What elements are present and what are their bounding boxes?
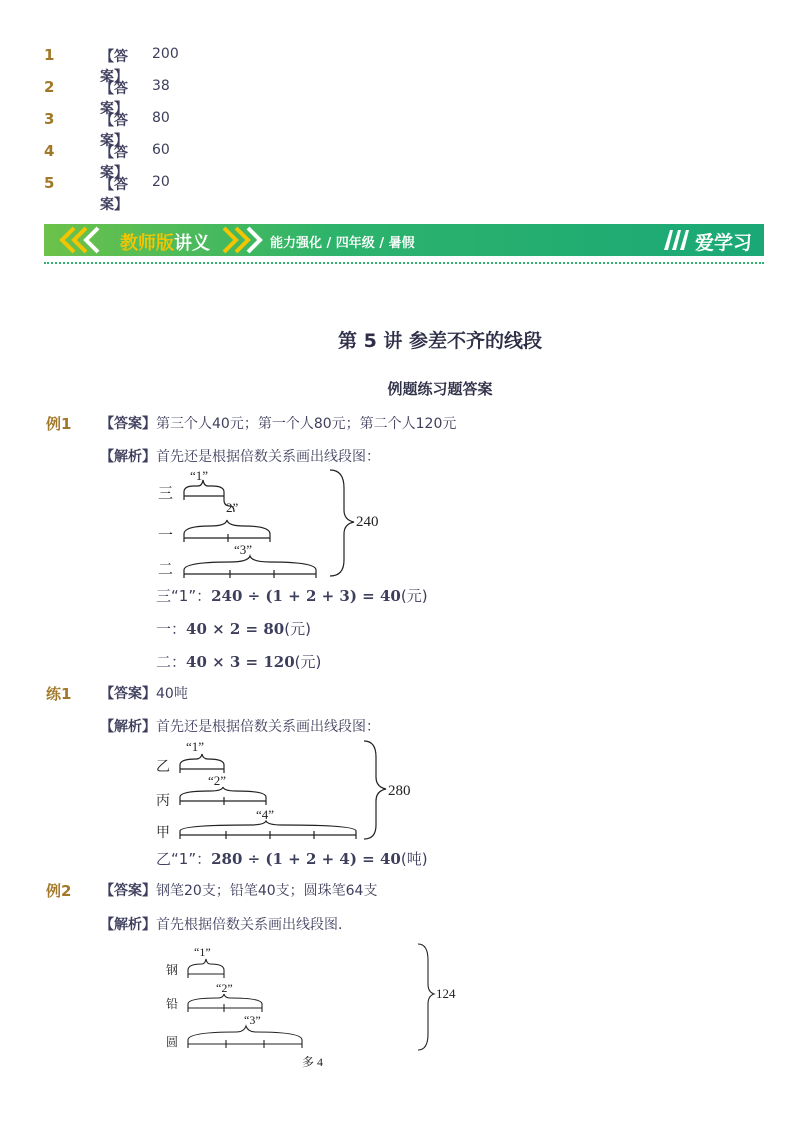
ex2-part-label: “3” — [244, 1013, 261, 1027]
pr1-brace-1 — [180, 754, 224, 765]
calc-unit: (元) — [400, 587, 428, 605]
banner-logo-text: 爱学习 — [694, 232, 752, 254]
pr1-total: 280 — [388, 783, 411, 799]
ex2-label: 例2 — [46, 882, 72, 900]
section-subtitle: 例题练习题答案 — [387, 380, 493, 398]
calc-label: 二： — [156, 653, 187, 671]
ex1-analysis-tag: 【解析】 — [100, 449, 156, 465]
ex2-analysis-line — [100, 914, 352, 934]
answer-number: 5 — [44, 174, 55, 192]
ex1-total-brace — [330, 470, 354, 576]
ex1-calc-1 — [156, 585, 428, 606]
ex1-part-label: 2” — [226, 500, 239, 515]
answer-value: 38 — [152, 78, 170, 94]
banner-brand — [120, 229, 210, 255]
pr1-part-label: “1” — [186, 739, 205, 754]
ex1-segment-diagram — [150, 464, 410, 588]
calc-expr: 280 ÷ (1 + 2 + 4) = 40 — [211, 850, 401, 868]
lesson-title: 第 5 讲 参差不齐的线段 — [337, 330, 543, 352]
ex1-answer-tag: 【答案】 — [100, 416, 156, 432]
ex2-segment-diagram — [160, 940, 480, 1070]
ex2-brace-1 — [188, 959, 224, 970]
pr1-segment-diagram — [150, 735, 420, 845]
pr1-row-label: 乙 — [156, 760, 170, 775]
ex1-label: 例1 — [46, 415, 72, 433]
answer-value: 20 — [152, 174, 170, 190]
ex1-analysis: 首先还是根据倍数关系画出线段图： — [156, 449, 380, 465]
calc-expr: 40 × 3 = 120 — [186, 653, 295, 671]
ex1-answer: 第三个人40元；第一个人80元；第二个人120元 — [156, 416, 457, 432]
answer-tag: 【答案】 — [100, 145, 128, 181]
banner-breadcrumb: 能力强化 / 四年级 / 暑假 — [270, 236, 415, 251]
calc-label: 三“1”： — [156, 587, 212, 605]
brand-lecture: 讲义 — [174, 233, 210, 254]
brand-teacher: 教师版 — [120, 233, 174, 254]
pr1-answer: 40吨 — [156, 686, 188, 702]
ex1-brace-1 — [184, 520, 270, 534]
pr1-part-label: “4” — [256, 807, 275, 822]
ex1-calc-3 — [156, 651, 321, 672]
pr1-label: 练1 — [46, 685, 72, 703]
calc-unit: (吨) — [400, 850, 428, 868]
ex1-row-label: 一 — [158, 528, 174, 544]
banner-divider — [44, 262, 764, 264]
ex1-part-label: “3” — [234, 542, 253, 557]
header-banner — [44, 224, 764, 256]
ex2-answer-tag: 【答案】 — [100, 883, 156, 899]
ex2-brace-3 — [188, 1026, 302, 1040]
ex2-answer: 钢笔20支；铅笔40支；圆珠笔64支 — [156, 883, 378, 899]
pr1-analysis-line — [100, 716, 380, 736]
ex1-row-label: 二 — [158, 562, 174, 578]
ex2-part-label: “1” — [194, 945, 211, 959]
pr1-analysis: 首先还是根据倍数关系画出线段图： — [156, 719, 380, 735]
ex1-analysis-line — [100, 446, 380, 466]
answer-value: 60 — [152, 142, 170, 158]
ex2-extra-label: 多 4 — [302, 1055, 324, 1069]
logo-book-icon — [660, 224, 696, 256]
calc-expr: 240 ÷ (1 + 2 + 3) = 40 — [211, 587, 401, 605]
pr1-calc-1 — [156, 848, 428, 869]
answer-number: 1 — [44, 46, 55, 64]
calc-label: 一： — [156, 620, 187, 638]
answer-value: 80 — [152, 110, 170, 126]
ex1-answer-line — [100, 413, 456, 433]
answer-tag: 【答案】 — [100, 49, 128, 85]
calc-unit: (元) — [294, 653, 322, 671]
ex2-row-label: 铅 — [166, 997, 179, 1011]
ex2-answer-line — [100, 880, 377, 900]
ex1-row-label: 三 — [158, 486, 174, 502]
answer-tag: 【答案】 — [100, 81, 128, 117]
ex1-total: 240 — [356, 514, 379, 530]
pr1-row-label: 甲 — [156, 826, 170, 841]
ex2-analysis: 首先根据倍数关系画出线段图． — [156, 917, 352, 933]
ex1-part-label: “1” — [190, 468, 209, 483]
pr1-row-label: 丙 — [156, 794, 170, 809]
calc-unit: (元) — [284, 620, 311, 638]
ex2-part-label: “2” — [216, 981, 233, 995]
ex2-analysis-tag: 【解析】 — [100, 917, 156, 933]
ex2-row-label: 圆 — [166, 1035, 179, 1049]
pr1-brace-4 — [180, 821, 356, 831]
ex1-calc-2 — [156, 618, 311, 639]
answer-number: 4 — [44, 142, 55, 160]
double-chevron-right-icon — [220, 224, 270, 256]
pr1-answer-line — [100, 683, 188, 703]
pr1-part-label: “2” — [208, 773, 227, 788]
answer-number: 3 — [44, 110, 55, 128]
answer-number: 2 — [44, 78, 55, 96]
double-chevron-left-icon — [52, 224, 112, 256]
pr1-total-brace — [364, 741, 386, 839]
ex2-brace-2 — [188, 994, 262, 1004]
ex2-total: 124 — [436, 986, 456, 1001]
answer-value: 200 — [152, 46, 179, 62]
pr1-answer-tag: 【答案】 — [100, 686, 156, 702]
pr1-brace-2 — [180, 787, 266, 797]
ex2-total-brace — [418, 944, 434, 1050]
calc-label: 乙“1”： — [156, 850, 212, 868]
pr1-analysis-tag: 【解析】 — [100, 719, 156, 735]
answer-tag: 【答案】 — [100, 113, 128, 149]
answer-tag: 【答案】 — [100, 177, 128, 213]
ex1-brace-3 — [184, 556, 316, 570]
ex2-row-label: 钢 — [166, 963, 179, 977]
calc-expr: 40 × 2 = 80 — [186, 620, 285, 638]
